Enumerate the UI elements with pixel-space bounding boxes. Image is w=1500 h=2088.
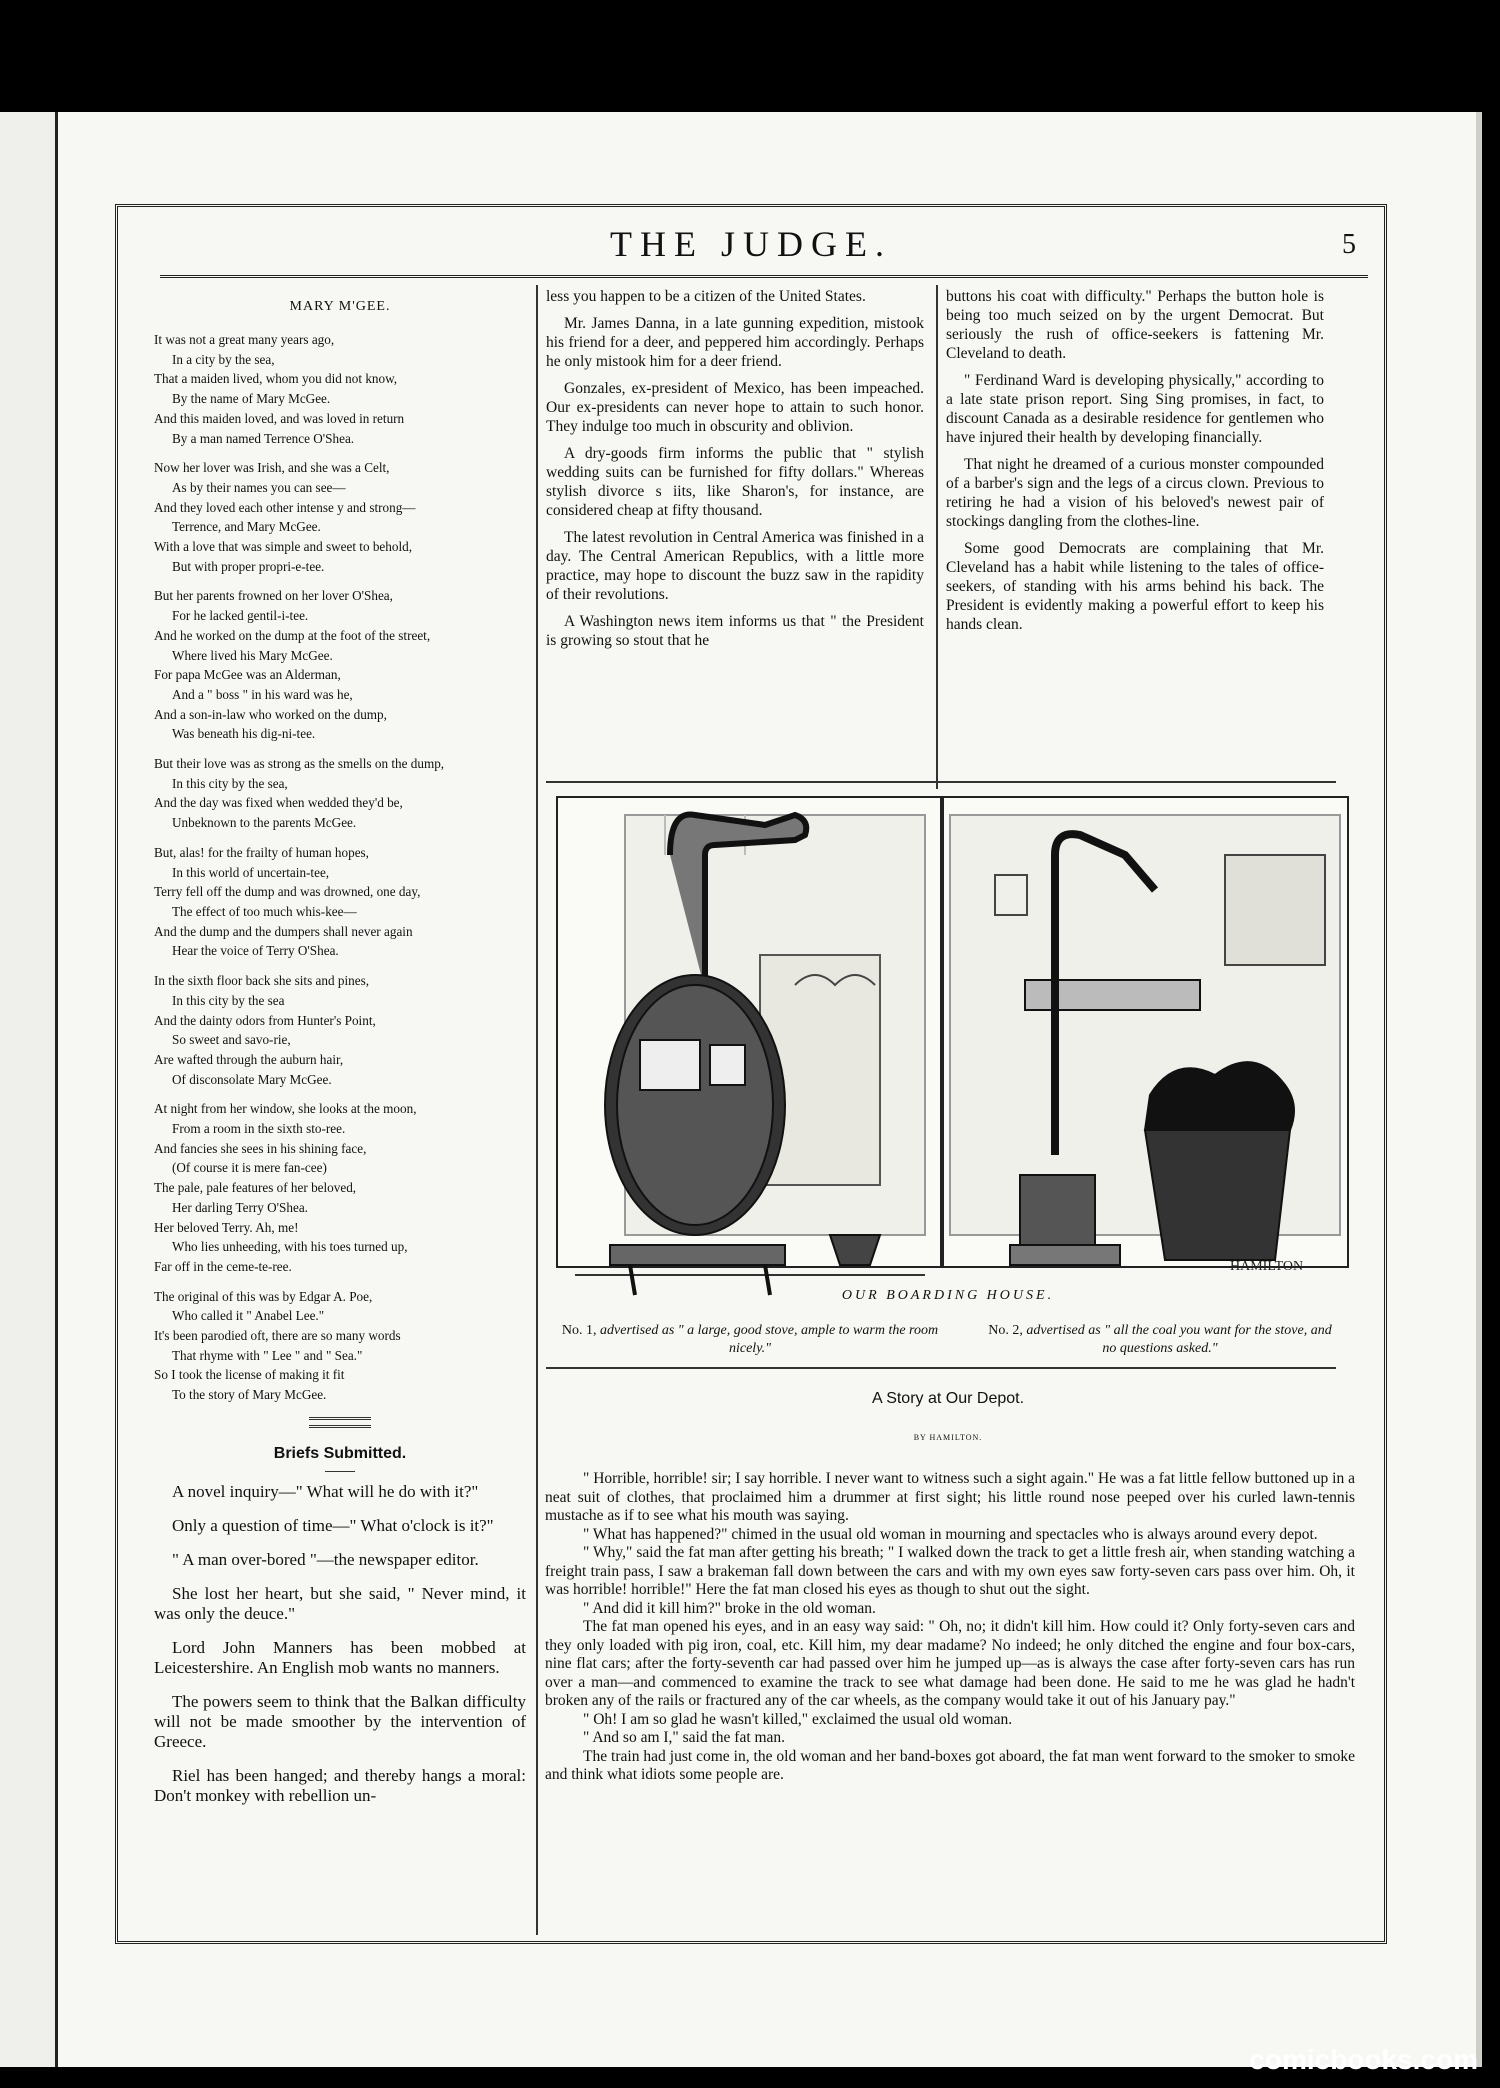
- poem-line: Who lies unheeding, with his toes turned up,: [172, 1239, 408, 1255]
- poem-line: At night from her window, she looks at the moon,: [154, 1101, 417, 1117]
- brief-item: " A man over-bored "—the newspaper editor.: [172, 1549, 479, 1569]
- poem-line: By the name of Mary McGee.: [172, 391, 331, 407]
- poem-line: Terrence, and Mary McGee.: [172, 519, 321, 535]
- poem-title: MARY M'GEE.: [289, 299, 391, 314]
- poem-line: In a city by the sea,: [172, 351, 275, 367]
- poem-stanza: [154, 843, 526, 961]
- poem-line: Who called it " Anabel Lee.": [172, 1308, 325, 1324]
- story-paragraph: " Oh! I am so glad he wasn't killed," exclaimed the usual old woman.: [583, 1710, 1013, 1728]
- poem-stanza: [154, 971, 526, 1089]
- column-rule-1: [536, 285, 538, 1935]
- page-number: 5: [1342, 229, 1356, 260]
- story-body: [545, 1470, 1355, 1785]
- poem-line: And the day was fixed when wedded they'd be,: [154, 795, 403, 811]
- poem-line: Far off in the ceme-te-ree.: [154, 1258, 292, 1274]
- boarding-house-cartoon: [555, 795, 1350, 1305]
- paragraph: A dry-goods firm informs the public that " stylish wedding suits can be furnished for fifty dollars." Whereas stylish divorce s iits, like Sharon's, for instance, are considered cheap at fifty thousand.: [546, 445, 924, 519]
- paragraph: less you happen to be a citizen of the United States.: [546, 288, 866, 305]
- cartoon-title: OUR BOARDING HOUSE.: [841, 1288, 1055, 1303]
- poem-stanza: [154, 586, 526, 744]
- brief-item: Only a question of time—" What o'clock is it?": [172, 1515, 494, 1535]
- story-paragraph: " And did it kill him?" broke in the old woman.: [583, 1599, 876, 1617]
- poem-line: And this maiden loved, and was loved in return: [154, 410, 405, 426]
- poem-line: Are wafted through the auburn hair,: [154, 1051, 344, 1067]
- poem-line: To the story of Mary McGee.: [172, 1387, 327, 1403]
- section-ornament: [309, 1417, 371, 1428]
- column-rule-2: [936, 285, 938, 789]
- poem-line: The effect of too much whis-kee—: [172, 903, 357, 919]
- paragraph: The latest revolution in Central America was finished in a day. The Central American Republics, with a little more practice, may hope to discount the buzz saw in the rapidity of their revolutions.: [546, 529, 924, 603]
- poem-line: And he worked on the dump at the foot of the street,: [154, 627, 431, 643]
- poem-stanza: [154, 1287, 526, 1405]
- poem-line: Terry fell off the dump and was drowned, one day,: [154, 884, 421, 900]
- paragraphs-column-2: [546, 287, 924, 658]
- poem-line: With a love that was simple and sweet to behold,: [154, 539, 413, 555]
- brief-item: Lord John Manners has been mobbed at Leicestershire. An English mob wants no manners.: [154, 1637, 526, 1677]
- story-byline: BY HAMILTON.: [913, 1433, 983, 1442]
- poem-line: And fancies she sees in his shining face,: [154, 1140, 367, 1156]
- story-paragraph: " Horrible, horrible! sir; I say horrible. I never want to witness such a sight again." He was a fat little fellow buttoned up in a neat suit of clothes, that proclaimed him a drummer at first sight; his little round nose peeped over his curled lawn-tennis mustache as if to see what his mouth was saying.: [545, 1470, 1355, 1524]
- panel-2-small-stove: [950, 815, 1340, 1274]
- poem-line: The pale, pale features of her beloved,: [154, 1180, 357, 1196]
- poem-line: But, alas! for the frailty of human hopes,: [154, 844, 369, 860]
- poem-line: In this city by the sea: [172, 992, 285, 1008]
- poem-line: And they loved each other intense y and strong—: [154, 499, 416, 515]
- cartoon-top-rule: [546, 781, 1336, 783]
- briefs-body: [154, 1482, 526, 1806]
- poem-line: Her beloved Terry. Ah, me!: [154, 1219, 299, 1235]
- brief-item: A novel inquiry—" What will he do with it?": [172, 1481, 479, 1501]
- poem-line: As by their names you can see—: [172, 479, 346, 495]
- poem-line: It was not a great many years ago,: [154, 332, 335, 347]
- poem-line: In this city by the sea,: [172, 775, 288, 791]
- poem-stanza: [154, 1099, 526, 1276]
- poem-line: That a maiden lived, whom you did not know,: [154, 371, 398, 387]
- brief-item: The powers seem to think that the Balkan difficulty will not be made smoother by the intervention of Greece.: [154, 1691, 526, 1751]
- poem-line: For he lacked gentil-i-tee.: [172, 608, 309, 624]
- poem-line: But her parents frowned on her lover O'Shea,: [154, 588, 393, 604]
- story-paragraph: The train had just come in, the old woman and her band-boxes got aboard, the fat man went forward to the smoker to smoke and think what idiots some people are.: [545, 1747, 1355, 1783]
- paragraph: Gonzales, ex-president of Mexico, has been impeached. Our ex-presidents can never hope to attain to such honor. They indulge too much in obscurity and oblivion.: [546, 380, 924, 435]
- story-top-rule: [546, 1367, 1336, 1369]
- caption-left-number: No. 1,: [561, 1323, 597, 1338]
- poem-line: So I took the license of making it fit: [154, 1367, 345, 1383]
- brief-item: Riel has been hanged; and thereby hangs a moral: Don't monkey with rebellion un-: [154, 1765, 526, 1805]
- poem-stanza: [154, 754, 526, 833]
- poem-line: That rhyme with " Lee " and " Sea.": [172, 1347, 363, 1363]
- poem-line: Was beneath his dig-ni-tee.: [172, 726, 316, 742]
- story-paragraph: " And so am I," said the fat man.: [583, 1729, 786, 1746]
- story-paragraph: The fat man opened his eyes, and in an easy way said: " Oh, no; it didn't kill him. How could it? Only forty-seven cars and they only loaded with pig iron, coal, etc. Kill him, my dear madame? No indeed; he only ditched the engine and four box-cars, nine flat cars; after the forty-seventh car had passed over him he jumped up—as is always the case after forty-seven cars has run over a man—and commenced to examine the track to see what damage had been done. He said to me he was glad he hadn't broken any of the rails or fractured any of the car wheels, as the company would take it out of his January pay.": [545, 1618, 1355, 1709]
- poem-stanza: [154, 330, 526, 448]
- poem-line: It's been parodied oft, there are so many words: [154, 1328, 401, 1344]
- poem-line: For papa McGee was an Alderman,: [154, 667, 341, 683]
- caption-left: [560, 1322, 940, 1358]
- poem-line: Now her lover was Irish, and she was a Celt,: [154, 460, 390, 476]
- poem-line: In this world of uncertain-tee,: [172, 864, 330, 880]
- paragraph: A Washington news item informs us that " the President is growing so stout that he: [546, 613, 924, 649]
- story-title: A Story at Our Depot.: [871, 1390, 1025, 1407]
- poem-line: Hear the voice of Terry O'Shea.: [172, 943, 339, 959]
- poem-column: [154, 291, 526, 1820]
- facing-page-edge: [0, 112, 58, 2067]
- poem-line: Where lived his Mary McGee.: [172, 647, 333, 663]
- brief-item: She lost her heart, but she said, " Never mind, it was only the deuce.": [154, 1583, 526, 1623]
- poem-line: In the sixth floor back she sits and pines,: [154, 973, 369, 989]
- caption-left-text: advertised as " a large, good stove, ample to warm the room nicely.": [600, 1323, 939, 1356]
- poem-line: But their love was as strong as the smells on the dump,: [154, 756, 445, 772]
- poem-body: [154, 330, 526, 1405]
- poem-stanza: [154, 458, 526, 576]
- paragraph: buttons his coat with difficulty." Perhaps the button hole is being too much seized on by the urgent Democrat. But seriously the rush of office-seekers is fattening Mr. Cleveland to death.: [946, 288, 1324, 362]
- poem-line: Her darling Terry O'Shea.: [172, 1199, 308, 1215]
- poem-line: The original of this was by Edgar A. Poe,: [154, 1288, 373, 1304]
- poem-line: And the dump and the dumpers shall never again: [154, 923, 413, 939]
- panel-1-large-stove: [575, 815, 925, 1296]
- poem-line: From a room in the sixth sto-ree.: [172, 1121, 346, 1137]
- poem-line: And the dainty odors from Hunter's Point,: [154, 1012, 376, 1028]
- masthead-rule: [160, 275, 1368, 278]
- poem-line: And a son-in-law who worked on the dump,: [154, 706, 387, 722]
- caption-right-number: No. 2,: [988, 1323, 1023, 1338]
- masthead-title: THE JUDGE.: [610, 224, 892, 264]
- poem-line: (Of course it is mere fan-cee): [172, 1160, 327, 1176]
- paragraph: Mr. James Danna, in a late gunning expedition, mistook his friend for a deer, and peppered him accordingly. Perhaps he only mistook him for a deer friend.: [546, 315, 924, 370]
- briefs-rule: [325, 1471, 355, 1472]
- poem-line: So sweet and savo-rie,: [172, 1032, 291, 1048]
- story-paragraph: " What has happened?" chimed in the usual old woman in mourning and spectacles who is always around every depot.: [583, 1525, 1318, 1543]
- poem-line: And a " boss " in his ward was he,: [172, 686, 353, 702]
- caption-right-text: advertised as " all the coal you want for the stove, and no questions asked.": [1026, 1323, 1332, 1356]
- poem-line: Unbeknown to the parents McGee.: [172, 815, 357, 831]
- poem-line: But with proper propri-e-tee.: [172, 558, 325, 574]
- paragraph: Some good Democrats are complaining that Mr. Cleveland has a habit while listening to the tales of office-seekers, of standing with his arms behind his back. The President is evidently making a powerful effort to keep his hands clean.: [946, 540, 1324, 633]
- briefs-title: Briefs Submitted.: [273, 1444, 407, 1462]
- poem-line: Of disconsolate Mary McGee.: [172, 1071, 332, 1087]
- caption-right: [980, 1322, 1340, 1358]
- paragraphs-column-3: [946, 287, 1324, 642]
- paragraph: That night he dreamed of a curious monster compounded of a barber's sign and the legs of a circus clown. Previous to retiring he had a vision of his beloved's newest pair of stockings dangling from the clothes-line.: [946, 456, 1324, 530]
- cartoon-signature: HAMILTON: [1230, 1259, 1304, 1274]
- poem-line: By a man named Terrence O'Shea.: [172, 430, 355, 446]
- paragraph: " Ferdinand Ward is developing physically," according to a late state prison report. Sing Sing promises, in fact, to discount Canada as a desirable residence for gentlemen who have injured their health by developing financially.: [946, 372, 1324, 446]
- watermark-logo: comicbooks.com: [1249, 2044, 1478, 2075]
- story-paragraph: " Why," said the fat man after getting his breath; " I walked down the track to get a little fresh air, when standing watching a freight train pass, I saw a brakeman fall down between the cars and with my own eyes saw forty-seven cars pass over him. Oh, it was horrible! horrible!" Here the fat man closed his eyes as though to shut out the sight.: [545, 1544, 1355, 1598]
